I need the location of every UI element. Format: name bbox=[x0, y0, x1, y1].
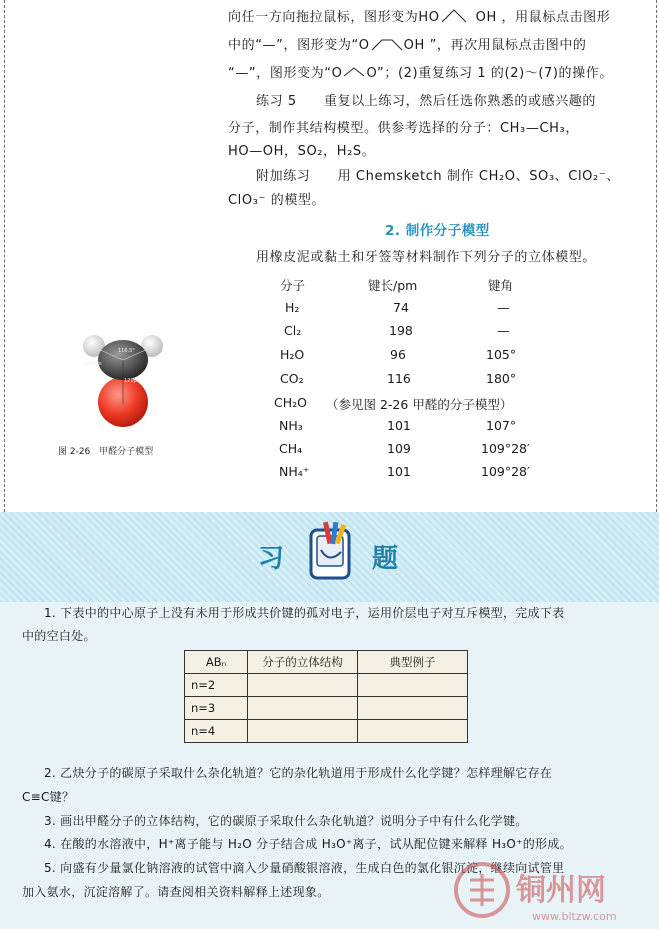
blank-cell[interactable] bbox=[358, 720, 468, 743]
row-label: n=3 bbox=[185, 697, 248, 720]
page-frame-left bbox=[4, 0, 5, 512]
line2-a: 中的“—”，图形变为“O bbox=[228, 38, 370, 53]
molecule-name: NH₃ bbox=[279, 418, 303, 433]
bond-angle: 109°28′ bbox=[481, 441, 530, 456]
formaldehyde-model-figure bbox=[78, 332, 168, 428]
section-title: 2. 制作分子模型 bbox=[385, 223, 490, 239]
bond-angle: 105° bbox=[486, 347, 517, 362]
question-1-line-1: 1. 下表中的中心原子上没有未用于形成共价键的孤对电子，运用价层电子对互斥模型，完成下表 bbox=[44, 606, 565, 620]
line2-b: OH ”，再次用鼠标点击图中的 bbox=[403, 38, 587, 53]
line1-a: 向任一方向拖拉鼠标，图形变为HO bbox=[228, 10, 440, 25]
molecule-name: Cl₂ bbox=[284, 323, 302, 338]
banner-title-right: 题 bbox=[372, 544, 399, 574]
molecule-name: CH₄ bbox=[279, 441, 303, 456]
bond-length: 116 bbox=[387, 371, 411, 386]
text-line-8: ClO₃⁻ 的模型。 bbox=[228, 193, 326, 208]
bond-angle: 180° bbox=[486, 371, 517, 386]
text-line-7: 附加练习 用 Chemsketch 制作 CH₂O、SO₃、ClO₂⁻、 bbox=[256, 169, 620, 184]
row-label: n=4 bbox=[185, 720, 248, 743]
question-5-line-2: 加入氨水，沉淀溶解了。请查阅相关资料解释上述现象。 bbox=[22, 885, 330, 899]
bond-length: 198 bbox=[389, 323, 413, 338]
notebook-pen-icon bbox=[305, 520, 357, 584]
molecule-name: H₂ bbox=[285, 300, 300, 315]
text-line-6: HO—OH，SO₂，H₂S。 bbox=[228, 144, 376, 159]
bond-length: 101 bbox=[387, 464, 411, 479]
header-molecule: 分子 bbox=[280, 278, 306, 293]
watermark-logo bbox=[452, 856, 657, 926]
bond-length: 74 bbox=[393, 300, 409, 315]
question-2-line-2: C≡C键？ bbox=[22, 790, 75, 804]
section-intro: 用橡皮泥或黏土和牙签等材料制作下列分子的立体模型。 bbox=[256, 250, 597, 265]
molecule-name: NH₄⁺ bbox=[279, 464, 310, 479]
text-line-5: 分子，制作其结构模型。供参考选择的分子：CH₃—CH₃， bbox=[228, 121, 579, 136]
text-line-2 bbox=[228, 34, 587, 53]
bond-length: 101 bbox=[387, 418, 411, 433]
table-row bbox=[185, 720, 468, 743]
zigzag-bond-icon bbox=[440, 8, 476, 24]
bond-length: 96 bbox=[390, 347, 406, 362]
line3-b: O”；(2)重复练习 1 的(2)～(7)的操作。 bbox=[366, 66, 613, 81]
text-line-1 bbox=[228, 6, 610, 25]
angle-label: 116.5° bbox=[118, 348, 135, 354]
text-line-4: 练习 5 重复以上练习，然后任选你熟悉的或感兴趣的 bbox=[256, 94, 597, 109]
header-bond-length: 键长/pm bbox=[368, 278, 418, 293]
table-row bbox=[185, 674, 468, 697]
banner-title-left: 习 bbox=[258, 544, 285, 574]
line1-b: OH ，用鼠标点击图形 bbox=[475, 10, 611, 25]
molecule-name: H₂O bbox=[280, 347, 305, 362]
figure-caption: 图 2-26 甲醛分子模型 bbox=[58, 447, 154, 457]
text-line-3 bbox=[228, 62, 613, 81]
table-header-row bbox=[185, 651, 468, 674]
header-example: 典型例子 bbox=[358, 651, 468, 674]
bond-label: 109pm bbox=[84, 361, 102, 367]
header-structure: 分子的立体结构 bbox=[248, 651, 358, 674]
watermark-name: 铜州网 bbox=[516, 873, 606, 908]
zigzag-bond-icon bbox=[370, 36, 404, 52]
blank-cell[interactable] bbox=[358, 674, 468, 697]
bond-angle: 109°28′ bbox=[481, 464, 530, 479]
bond-length: （参见图 2-26 甲醛的分子模型） bbox=[326, 397, 513, 412]
molecule-name: CO₂ bbox=[280, 371, 304, 386]
watermark-url: www.bltzw.com bbox=[532, 910, 617, 923]
question-5-line-1: 5. 向盛有少量氯化钠溶液的试管中滴入少量硝酸银溶液，生成白色的氯化银沉淀，继续向试管里 bbox=[44, 861, 565, 875]
blank-cell[interactable] bbox=[248, 697, 358, 720]
molecule-name: CH₂O bbox=[274, 395, 307, 410]
vsepr-table bbox=[184, 650, 468, 743]
page-frame-right bbox=[656, 0, 657, 512]
bond-angle: — bbox=[497, 300, 510, 315]
line3-a: “—”，图形变为“O bbox=[228, 66, 343, 81]
header-bond-angle: 键角 bbox=[488, 278, 514, 293]
bond-length: 109 bbox=[387, 441, 411, 456]
blank-cell[interactable] bbox=[358, 697, 468, 720]
blank-cell[interactable] bbox=[248, 720, 358, 743]
table-row bbox=[185, 697, 468, 720]
bond-angle: 107° bbox=[486, 418, 517, 433]
question-4: 4. 在酸的水溶液中，H⁺离子能与 H₂O 分子结合成 H₃O⁺离子，试从配位键来解释 H₃O⁺的形成。 bbox=[44, 837, 572, 851]
bond-angle: — bbox=[497, 323, 510, 338]
header-abn: ABₙ bbox=[185, 651, 248, 674]
bond-label: 121pm bbox=[124, 378, 142, 384]
question-1-line-2: 中的空白处。 bbox=[22, 629, 96, 643]
zigzag-bond-icon bbox=[342, 64, 366, 80]
blank-cell[interactable] bbox=[248, 674, 358, 697]
question-3: 3. 画出甲醛分子的立体结构，它的碳原子采取什么杂化轨道？说明分子中有什么化学键。 bbox=[44, 814, 528, 828]
row-label: n=2 bbox=[185, 674, 248, 697]
question-2-line-1: 2. 乙炔分子的碳原子采取什么杂化轨道？它的杂化轨道用于形成什么化学键？怎样理解它存在 bbox=[44, 766, 553, 780]
